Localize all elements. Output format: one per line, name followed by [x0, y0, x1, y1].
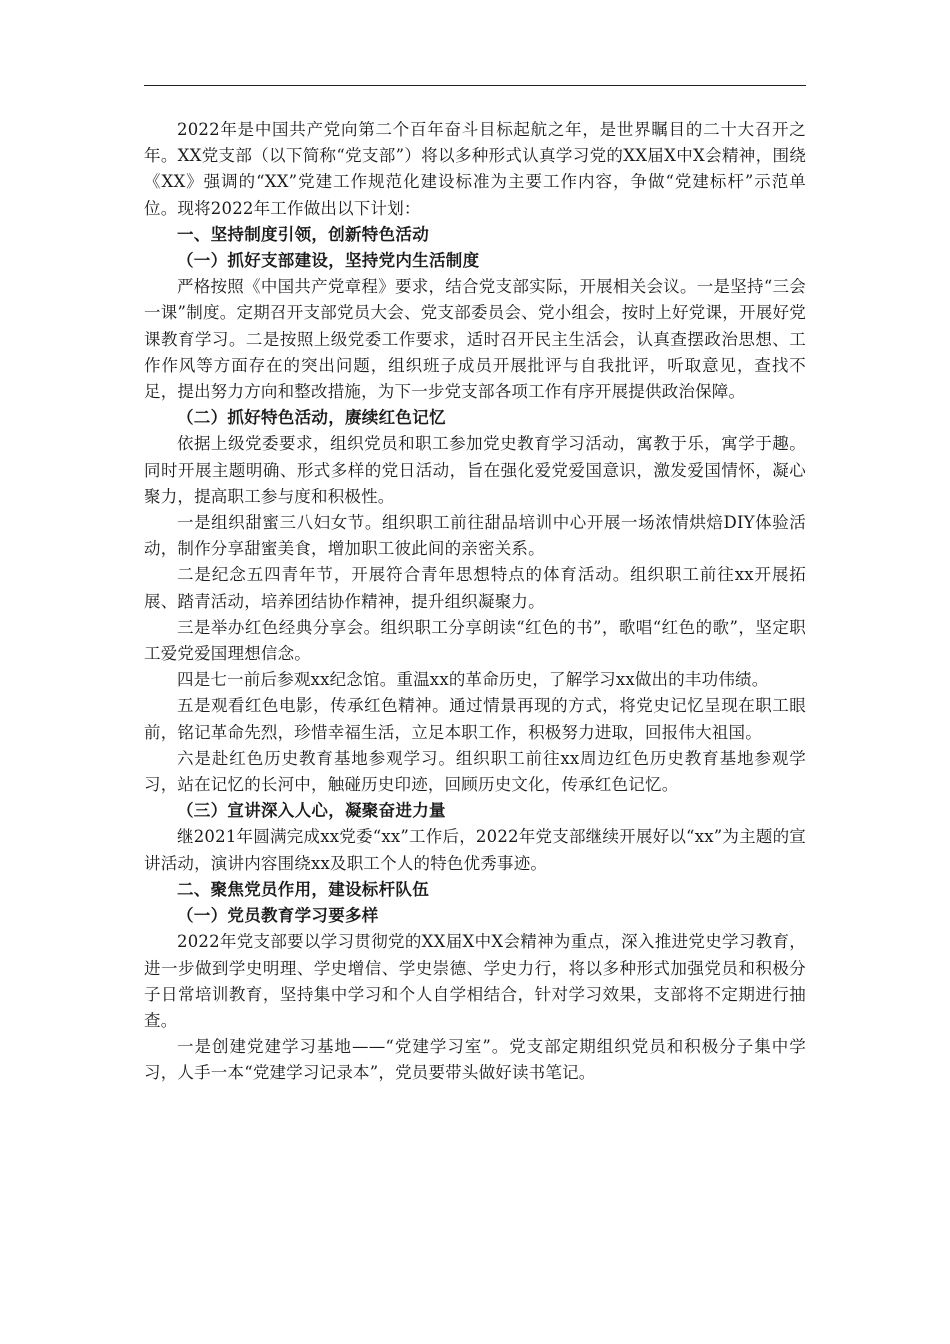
intro-paragraph: 2022年是中国共产党向第二个百年奋斗目标起航之年，是世界瞩目的二十大召开之年。XX党支部（以下简称“党支部”）将以多种形式认真学习党的XX届X中X会精神，围绕《XX》强调的“XX”党建工作规范化建设标准为主要工作内容，争做“党建标杆”示范单位。现将2022年工作做出以下计划： — [144, 120, 806, 218]
body-paragraph: 继2021年圆满完成xx党委“xx”工作后，2022年党支部继续开展好以“xx”为主题的宣讲活动，演讲内容围绕xx及职工个人的特色优秀事迹。 — [144, 827, 806, 873]
header-rule — [144, 85, 806, 86]
subsection-heading: （三）宣讲深入人心，凝聚奋进力量 — [177, 801, 446, 821]
body-paragraph: 六是赴红色历史教育基地参观学习。组织职工前往xx周边红色历史教育基地参观学习，站在记忆的长河中，触碰历史印迹，回顾历史文化，传承红色记忆。 — [144, 748, 806, 795]
body-paragraph: 三是举办红色经典分享会。组织职工分享朗读“红色的书”，歌唱“红色的歌”，坚定职工爱党爱国理想信念。 — [144, 617, 806, 664]
body-paragraph: 一是创建党建学习基地——“党建学习室”。党支部定期组织党员和积极分子集中学习，人手一本“党建学习记录本”，党员要带头做好读书笔记。 — [144, 1037, 806, 1083]
body-paragraph: 五是观看红色电影，传承红色精神。通过情景再现的方式，将党史记忆呈现在职工眼前，铭记革命先烈，珍惜幸福生活，立足本职工作，积极努力进取，回报伟大祖国。 — [144, 696, 806, 742]
subsection-heading: （二）抓好特色活动，赓续红色记忆 — [177, 408, 446, 428]
section-heading-2: 二、聚焦党员作用，建设标杆队伍 — [177, 879, 429, 899]
body-paragraph: 依据上级党委要求，组织党员和职工参加党史教育学习活动，寓教于乐，寓学于趣。同时开展主题明确、形式多样的党日活动，旨在强化爱党爱国意识，激发爱国情怀，凝心聚力，提高职工参与度和积极性。 — [144, 434, 806, 506]
body-paragraph: 二是纪念五四青年节，开展符合青年思想特点的体育活动。组织职工前往xx开展拓展、踏青活动，培养团结协作精神，提升组织凝聚力。 — [144, 565, 806, 611]
body-paragraph: 严格按照《中国共产党章程》要求，结合党支部实际，开展相关会议。一是坚持“三会一课”制度。定期召开支部党员大会、党支部委员会、党小组会，按时上好党课，开展好党课教育学习。二是按照上级党委工作要求，适时召开民主生活会，认真查摆政治思想、工作作风等方面存在的突出问题，组织班子成员开展批评与自我批评，听取意见，查找不足，提出努力方向和整改措施，为下一步党支部各项工作有序开展提供政治保障。 — [144, 277, 806, 402]
subsection-heading: （一）党员教育学习要多样 — [177, 906, 379, 926]
section-heading-1: 一、坚持制度引领，创新特色活动 — [177, 224, 429, 244]
body-paragraph: 2022年党支部要以学习贯彻党的XX届X中X会精神为重点，深入推进党史学习教育，进一步做到学史明理、学史增信、学史崇德、学史力行，将以多种形式加强党员和积极分子日常培训教育，坚持集中学习和个人自学相结合，针对学习效果，支部将不定期进行抽查。 — [144, 932, 806, 1030]
document-body — [144, 117, 806, 1087]
subsection-heading: （一）抓好支部建设，坚持党内生活制度 — [177, 251, 480, 271]
body-paragraph: 四是七一前后参观xx纪念馆。重温xx的革命历史，了解学习xx做出的丰功伟绩。 — [177, 670, 769, 690]
body-paragraph: 一是组织甜蜜三八妇女节。组织职工前往甜品培训中心开展一场浓情烘焙DIY体验活动，制作分享甜蜜美食，增加职工彼此间的亲密关系。 — [144, 513, 806, 559]
